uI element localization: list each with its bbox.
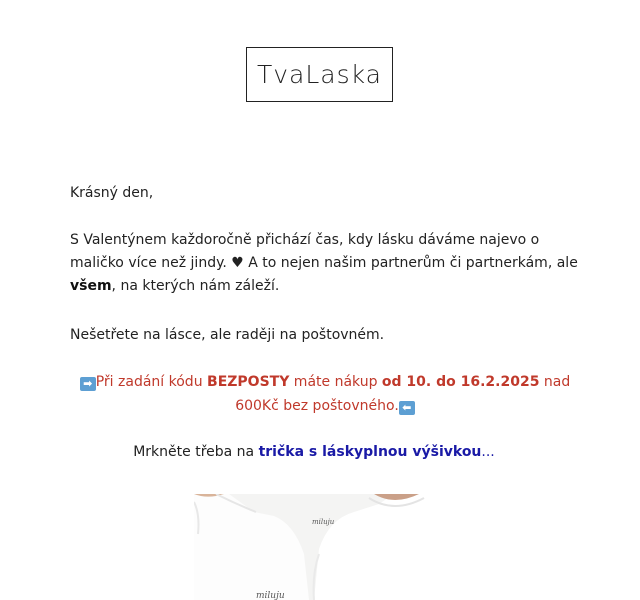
intro-paragraph	[70, 229, 580, 298]
promo-prefix: Při zadání kódu	[95, 374, 208, 390]
promo-code: BEZPOSTY	[207, 374, 290, 390]
cta-paragraph	[0, 441, 628, 464]
svg-text:miluju: miluju	[256, 591, 285, 600]
tagline: Nešetřete na lásce, ale raději na poštovném.	[70, 327, 385, 343]
couple-photo-icon	[194, 494, 445, 600]
promo-suffix: nad 600Kč bez poštovného.	[235, 374, 571, 414]
tshirts-link[interactable]: trička s láskyplnou výšivkou	[258, 444, 482, 460]
arrow-right-icon: ➡	[80, 377, 96, 391]
arrow-left-icon: ⬅	[399, 401, 415, 415]
cta-prefix: Mrkněte třeba na	[133, 444, 259, 460]
intro-text-1: S Valentýnem každoročně přichází čas, kdy lásku dáváme najevo o maličko více než jindy. ♥ A to nejen našim partnerům či partnerkám, ale	[70, 232, 578, 271]
intro-emphasis: všem	[70, 278, 112, 294]
svg-text:miluju: miluju	[312, 518, 335, 526]
intro-text-2: , na kterých nám záleží.	[111, 278, 280, 294]
promo-dates: od 10. do 16.2.2025	[381, 374, 540, 390]
logo-text: TvaLaska	[256, 60, 383, 89]
promo-block	[60, 370, 590, 418]
cta-dots: ...	[481, 444, 495, 460]
promo-middle: máte nákup	[289, 374, 382, 390]
product-photo[interactable]	[194, 494, 445, 600]
brand-logo[interactable]	[246, 47, 393, 102]
greeting: Krásný den,	[70, 185, 154, 201]
